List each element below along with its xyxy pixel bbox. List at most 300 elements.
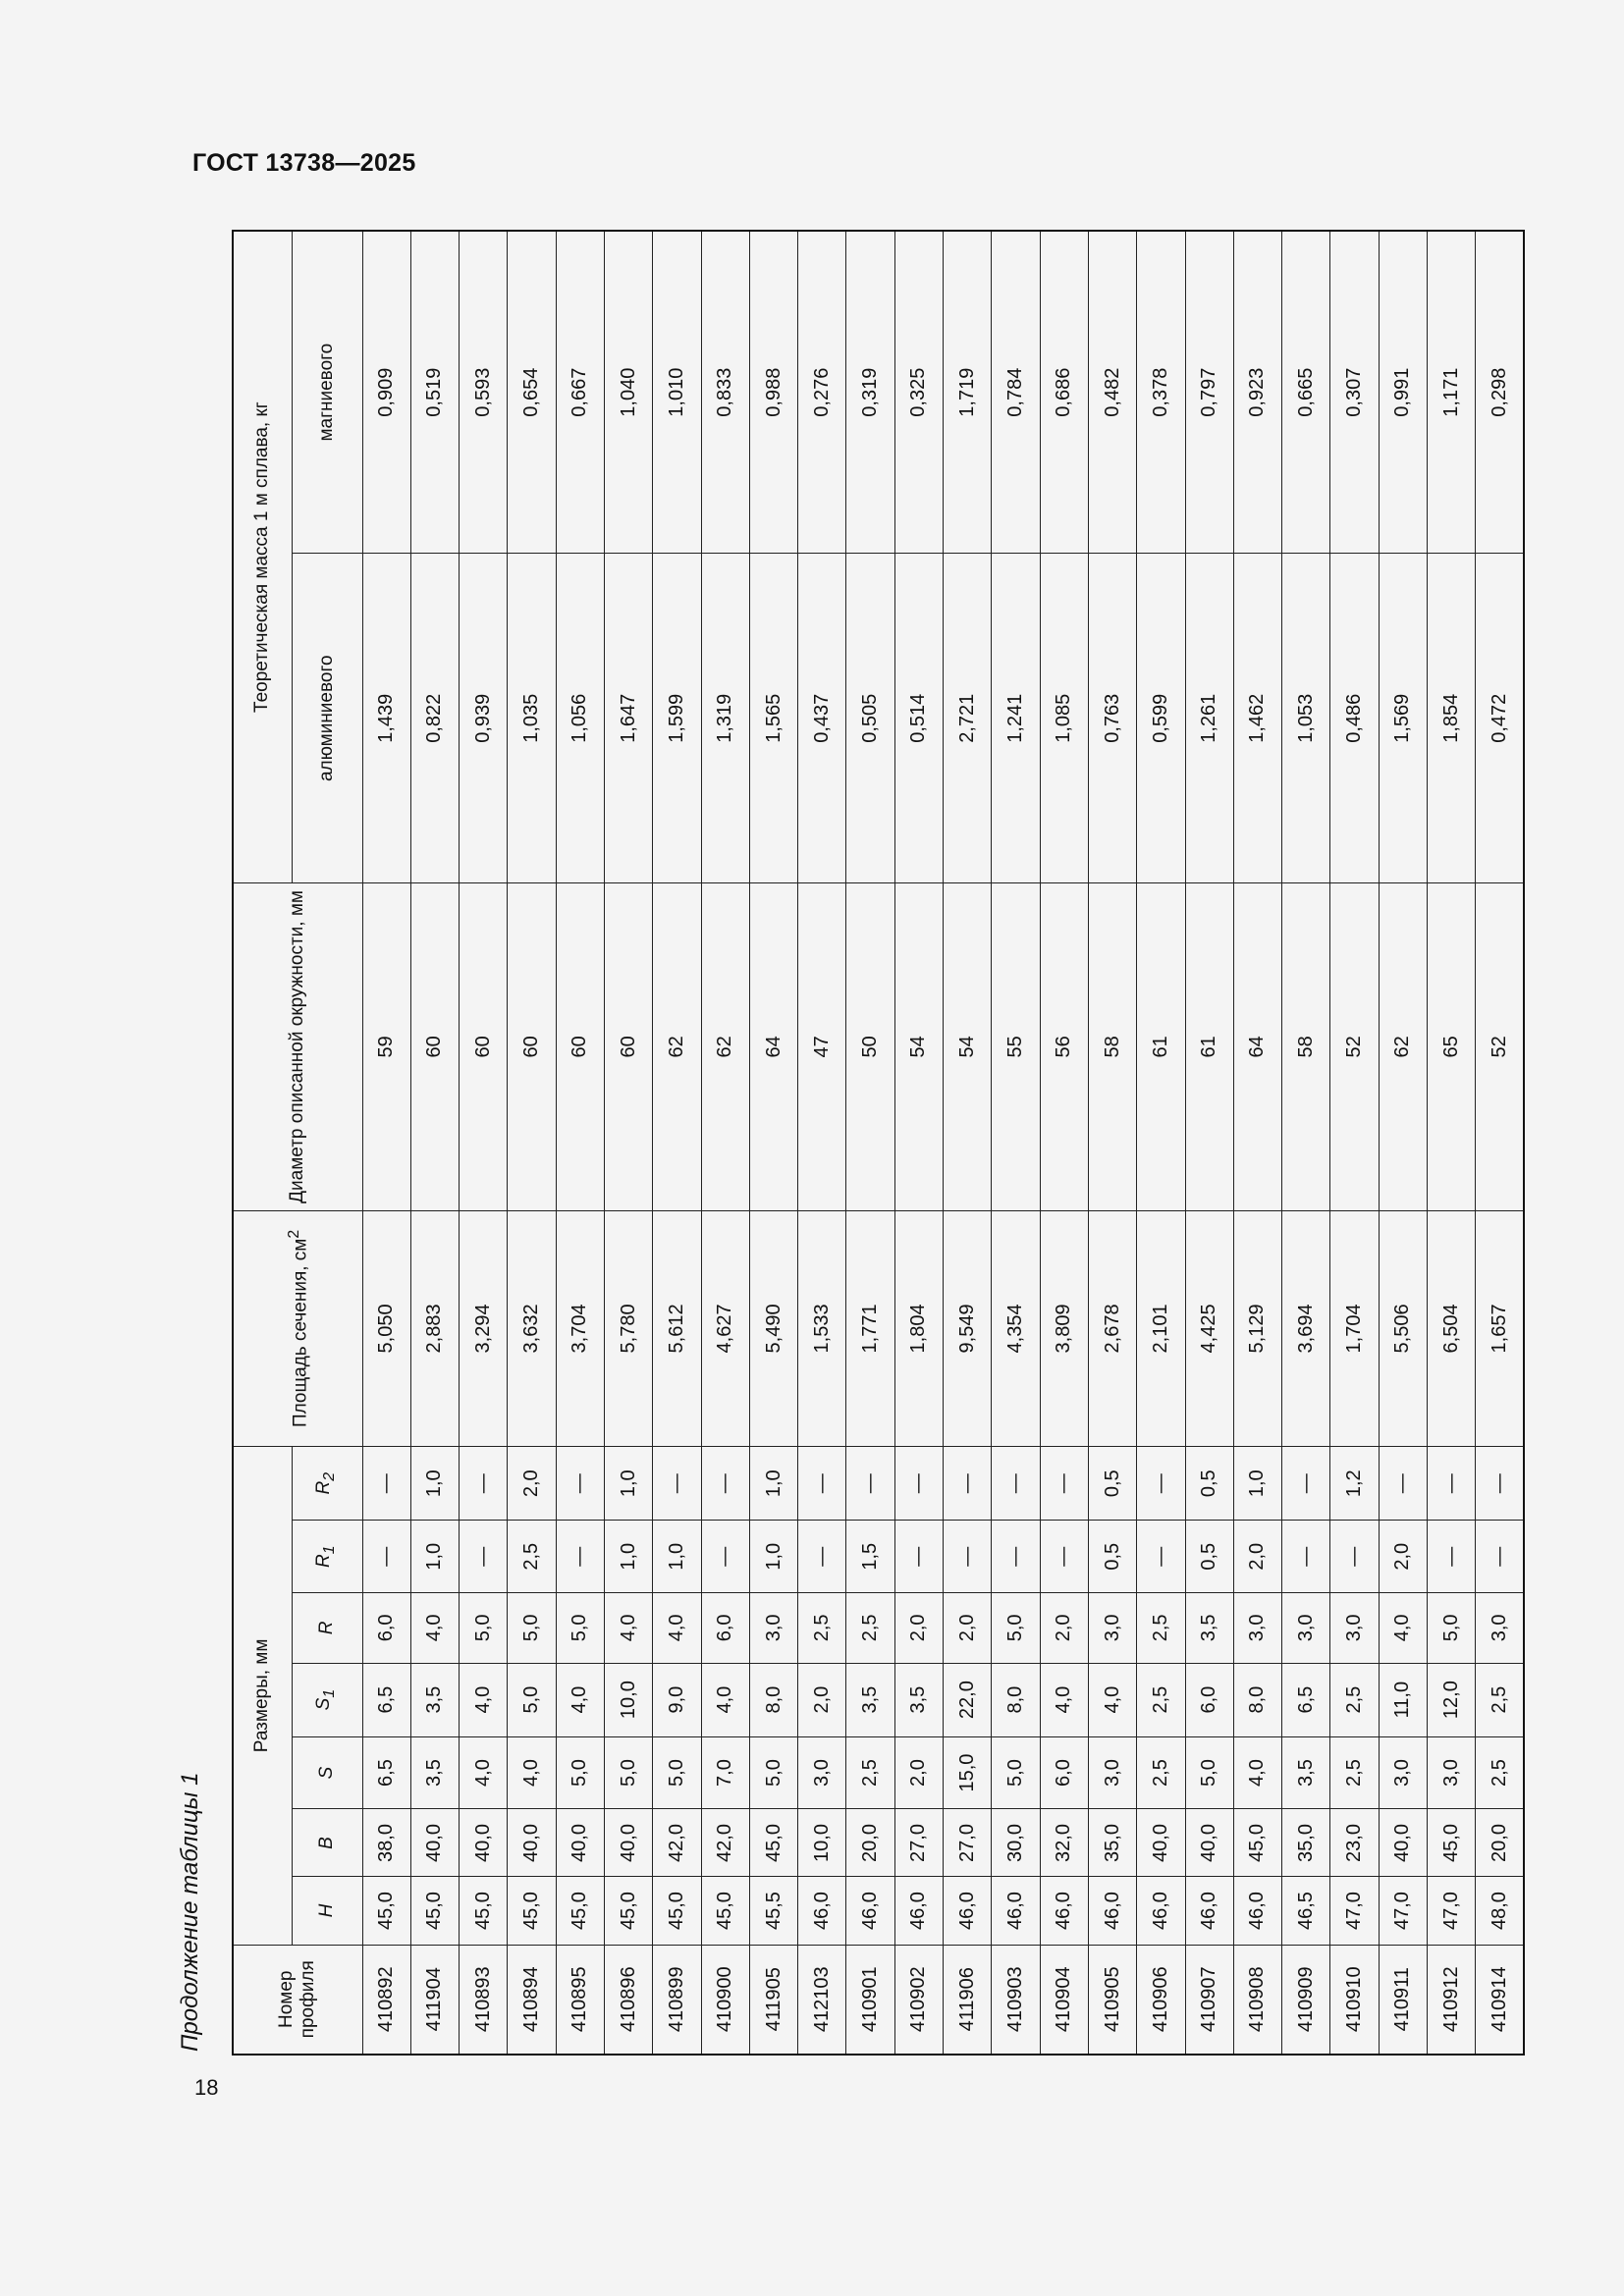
table-row — [508, 231, 556, 2055]
cell-mass-magnesium: 0,378 — [1137, 231, 1185, 554]
cell-r1: 1,0 — [604, 1521, 652, 1593]
table-row — [460, 231, 508, 2055]
cell-mass-magnesium: 0,686 — [1040, 231, 1088, 554]
cell-r2: — — [701, 1447, 749, 1521]
cell-profile-number: 410904 — [1040, 1945, 1088, 2055]
cell-section-area: 1,657 — [1476, 1210, 1524, 1447]
cell-section-area: 3,632 — [508, 1210, 556, 1447]
header-section-area — [233, 1210, 362, 1447]
cell-section-area: 4,354 — [992, 1210, 1040, 1447]
cell-s1: 8,0 — [749, 1663, 797, 1736]
cell-h: 46,0 — [1185, 1877, 1233, 1945]
cell-mass-aluminum: 1,241 — [992, 554, 1040, 883]
cell-r2: — — [1379, 1447, 1427, 1521]
cell-h: 46,0 — [992, 1877, 1040, 1945]
cell-s1: 2,5 — [1330, 1663, 1379, 1736]
cell-h: 46,0 — [798, 1877, 846, 1945]
cell-b: 40,0 — [460, 1809, 508, 1877]
cell-r2: — — [1040, 1447, 1088, 1521]
cell-section-area: 6,504 — [1428, 1210, 1476, 1447]
table-row — [701, 231, 749, 2055]
cell-r2: — — [556, 1447, 604, 1521]
cell-r1: — — [1040, 1521, 1088, 1593]
cell-h: 45,0 — [410, 1877, 459, 1945]
cell-r2: 2,0 — [508, 1447, 556, 1521]
cell-section-area: 9,549 — [944, 1210, 992, 1447]
cell-s: 7,0 — [701, 1736, 749, 1809]
cell-diameter: 62 — [653, 883, 701, 1210]
cell-s1: 6,0 — [1185, 1663, 1233, 1736]
header-profile-number: Номер профиля — [233, 1945, 362, 2055]
cell-h: 45,0 — [604, 1877, 652, 1945]
header-s1-letter: S — [313, 1697, 335, 1711]
cell-diameter: 64 — [1233, 883, 1281, 1210]
cell-profile-number: 410905 — [1088, 1945, 1136, 2055]
cell-s1: 2,5 — [1476, 1663, 1524, 1736]
cell-r1: 1,0 — [749, 1521, 797, 1593]
cell-mass-magnesium: 0,797 — [1185, 231, 1233, 554]
cell-b: 45,0 — [1233, 1809, 1281, 1877]
cell-mass-aluminum: 0,437 — [798, 554, 846, 883]
cell-r1: 0,5 — [1088, 1521, 1136, 1593]
cell-r1: 2,5 — [508, 1521, 556, 1593]
cell-mass-magnesium: 1,010 — [653, 231, 701, 554]
header-s1 — [292, 1663, 362, 1736]
cell-diameter: 52 — [1330, 883, 1379, 1210]
cell-s: 5,0 — [604, 1736, 652, 1809]
cell-h: 45,5 — [749, 1877, 797, 1945]
cell-r2: — — [1428, 1447, 1476, 1521]
cell-b: 10,0 — [798, 1809, 846, 1877]
cell-section-area: 2,101 — [1137, 1210, 1185, 1447]
cell-diameter: 55 — [992, 883, 1040, 1210]
cell-r1: — — [944, 1521, 992, 1593]
cell-profile-number: 411904 — [410, 1945, 459, 2055]
cell-r2: — — [846, 1447, 894, 1521]
table-row — [1137, 231, 1185, 2055]
cell-b: 42,0 — [653, 1809, 701, 1877]
cell-mass-aluminum: 0,514 — [894, 554, 943, 883]
cell-section-area: 5,506 — [1379, 1210, 1427, 1447]
cell-r: 5,0 — [1428, 1593, 1476, 1663]
cell-r2: 1,2 — [1330, 1447, 1379, 1521]
cell-mass-magnesium: 0,784 — [992, 231, 1040, 554]
table-row — [1282, 231, 1330, 2055]
cell-mass-magnesium: 1,171 — [1428, 231, 1476, 554]
cell-profile-number: 410901 — [846, 1945, 894, 2055]
cell-r2: — — [798, 1447, 846, 1521]
cell-h: 45,0 — [556, 1877, 604, 1945]
cell-r: 3,0 — [1282, 1593, 1330, 1663]
cell-r1: — — [362, 1521, 410, 1593]
cell-s1: 4,0 — [556, 1663, 604, 1736]
cell-s: 2,5 — [846, 1736, 894, 1809]
cell-profile-number: 410906 — [1137, 1945, 1185, 2055]
cell-b: 40,0 — [1137, 1809, 1185, 1877]
table-row — [1330, 231, 1379, 2055]
cell-mass-aluminum: 1,854 — [1428, 554, 1476, 883]
cell-s: 2,0 — [894, 1736, 943, 1809]
cell-mass-aluminum: 1,085 — [1040, 554, 1088, 883]
cell-mass-aluminum: 1,035 — [508, 554, 556, 883]
cell-r: 3,0 — [1233, 1593, 1281, 1663]
cell-section-area: 5,129 — [1233, 1210, 1281, 1447]
cell-profile-number: 410894 — [508, 1945, 556, 2055]
cell-r1: 1,0 — [410, 1521, 459, 1593]
cell-r2: — — [1476, 1447, 1524, 1521]
cell-r: 2,0 — [1040, 1593, 1088, 1663]
page-number: 18 — [194, 2075, 219, 2100]
cell-diameter: 62 — [701, 883, 749, 1210]
cell-r1: 2,0 — [1379, 1521, 1427, 1593]
cell-b: 40,0 — [556, 1809, 604, 1877]
cell-diameter: 59 — [362, 883, 410, 1210]
cell-b: 38,0 — [362, 1809, 410, 1877]
cell-s: 2,5 — [1476, 1736, 1524, 1809]
cell-r1: 1,0 — [653, 1521, 701, 1593]
cell-section-area: 3,704 — [556, 1210, 604, 1447]
cell-section-area: 5,050 — [362, 1210, 410, 1447]
cell-h: 47,0 — [1428, 1877, 1476, 1945]
cell-r1: — — [1282, 1521, 1330, 1593]
cell-mass-aluminum: 0,599 — [1137, 554, 1185, 883]
cell-mass-aluminum: 1,599 — [653, 554, 701, 883]
cell-s1: 3,5 — [846, 1663, 894, 1736]
cell-profile-number: 410909 — [1282, 1945, 1330, 2055]
cell-b: 42,0 — [701, 1809, 749, 1877]
cell-h: 45,0 — [362, 1877, 410, 1945]
cell-diameter: 62 — [1379, 883, 1427, 1210]
cell-r2: — — [362, 1447, 410, 1521]
header-s: S — [292, 1736, 362, 1809]
cell-profile-number: 410911 — [1379, 1945, 1427, 2055]
cell-diameter: 54 — [944, 883, 992, 1210]
cell-r: 3,0 — [749, 1593, 797, 1663]
cell-r: 3,0 — [1330, 1593, 1379, 1663]
cell-r1: 2,0 — [1233, 1521, 1281, 1593]
cell-b: 20,0 — [1476, 1809, 1524, 1877]
cell-s: 2,5 — [1330, 1736, 1379, 1809]
cell-profile-number: 412103 — [798, 1945, 846, 2055]
cell-b: 27,0 — [894, 1809, 943, 1877]
cell-mass-magnesium: 0,482 — [1088, 231, 1136, 554]
cell-r: 6,0 — [701, 1593, 749, 1663]
cell-r: 3,0 — [1476, 1593, 1524, 1663]
cell-s: 5,0 — [749, 1736, 797, 1809]
cell-mass-aluminum: 0,472 — [1476, 554, 1524, 883]
cell-r: 2,0 — [944, 1593, 992, 1663]
cell-section-area: 4,425 — [1185, 1210, 1233, 1447]
header-r2-letter: R — [313, 1480, 335, 1495]
cell-b: 32,0 — [1040, 1809, 1088, 1877]
cell-diameter: 54 — [894, 883, 943, 1210]
cell-h: 46,0 — [1233, 1877, 1281, 1945]
cell-profile-number: 410903 — [992, 1945, 1040, 2055]
cell-profile-number: 410895 — [556, 1945, 604, 2055]
cell-r1: — — [798, 1521, 846, 1593]
cell-mass-magnesium: 1,719 — [944, 231, 992, 554]
table-row — [1233, 231, 1281, 2055]
cell-diameter: 60 — [460, 883, 508, 1210]
header-magnesium: магниевого — [292, 231, 362, 554]
cell-s: 5,0 — [556, 1736, 604, 1809]
cell-diameter: 61 — [1185, 883, 1233, 1210]
cell-r1: — — [1428, 1521, 1476, 1593]
cell-b: 23,0 — [1330, 1809, 1379, 1877]
cell-profile-number: 410908 — [1233, 1945, 1281, 2055]
cell-s: 15,0 — [944, 1736, 992, 1809]
cell-r: 4,0 — [653, 1593, 701, 1663]
cell-diameter: 64 — [749, 883, 797, 1210]
cell-s: 6,5 — [362, 1736, 410, 1809]
cell-r2: — — [944, 1447, 992, 1521]
cell-b: 40,0 — [604, 1809, 652, 1877]
cell-s: 3,0 — [1379, 1736, 1427, 1809]
cell-b: 27,0 — [944, 1809, 992, 1877]
header-r1-letter: R — [313, 1554, 335, 1568]
cell-diameter: 56 — [1040, 883, 1088, 1210]
cell-diameter: 60 — [556, 883, 604, 1210]
header-r1-sub: 1 — [320, 1545, 338, 1555]
cell-h: 45,0 — [653, 1877, 701, 1945]
cell-mass-aluminum: 0,505 — [846, 554, 894, 883]
cell-profile-number: 411905 — [749, 1945, 797, 2055]
table-row — [556, 231, 604, 2055]
cell-r: 2,5 — [798, 1593, 846, 1663]
cell-r: 2,0 — [894, 1593, 943, 1663]
table-row — [992, 231, 1040, 2055]
cell-s1: 11,0 — [1379, 1663, 1427, 1736]
cell-mass-aluminum: 0,822 — [410, 554, 459, 883]
cell-b: 40,0 — [1185, 1809, 1233, 1877]
cell-r: 3,0 — [1088, 1593, 1136, 1663]
cell-r2: 1,0 — [749, 1447, 797, 1521]
table-row — [1428, 231, 1476, 2055]
cell-s: 3,0 — [1428, 1736, 1476, 1809]
cell-diameter: 50 — [846, 883, 894, 1210]
header-r1 — [292, 1521, 362, 1593]
cell-s: 6,0 — [1040, 1736, 1088, 1809]
profiles-table — [232, 230, 1525, 2056]
cell-b: 20,0 — [846, 1809, 894, 1877]
cell-mass-aluminum: 1,053 — [1282, 554, 1330, 883]
cell-r2: 1,0 — [1233, 1447, 1281, 1521]
cell-diameter: 65 — [1428, 883, 1476, 1210]
cell-s: 3,0 — [798, 1736, 846, 1809]
cell-r1: — — [1330, 1521, 1379, 1593]
cell-b: 45,0 — [1428, 1809, 1476, 1877]
cell-profile-number: 410893 — [460, 1945, 508, 2055]
cell-s1: 6,5 — [362, 1663, 410, 1736]
cell-section-area: 5,780 — [604, 1210, 652, 1447]
table-row — [944, 231, 992, 2055]
cell-section-area: 3,809 — [1040, 1210, 1088, 1447]
cell-s1: 2,5 — [1137, 1663, 1185, 1736]
cell-r: 5,0 — [992, 1593, 1040, 1663]
cell-r1: — — [992, 1521, 1040, 1593]
cell-mass-magnesium: 0,923 — [1233, 231, 1281, 554]
cell-h: 45,0 — [460, 1877, 508, 1945]
cell-r: 5,0 — [460, 1593, 508, 1663]
cell-s1: 3,5 — [410, 1663, 459, 1736]
cell-s1: 22,0 — [944, 1663, 992, 1736]
cell-diameter: 60 — [604, 883, 652, 1210]
cell-s1: 8,0 — [992, 1663, 1040, 1736]
cell-diameter: 47 — [798, 883, 846, 1210]
cell-diameter: 58 — [1282, 883, 1330, 1210]
cell-profile-number: 410900 — [701, 1945, 749, 2055]
cell-diameter: 58 — [1088, 883, 1136, 1210]
cell-s: 5,0 — [992, 1736, 1040, 1809]
table-row — [362, 231, 410, 2055]
cell-mass-magnesium: 0,298 — [1476, 231, 1524, 554]
cell-mass-magnesium: 0,593 — [460, 231, 508, 554]
cell-mass-magnesium: 0,325 — [894, 231, 943, 554]
cell-mass-aluminum: 2,721 — [944, 554, 992, 883]
table-row — [1476, 231, 1524, 2055]
cell-mass-magnesium: 0,519 — [410, 231, 459, 554]
cell-h: 47,0 — [1379, 1877, 1427, 1945]
cell-h: 45,0 — [508, 1877, 556, 1945]
cell-section-area: 1,704 — [1330, 1210, 1379, 1447]
cell-profile-number: 410910 — [1330, 1945, 1379, 2055]
cell-profile-number: 410914 — [1476, 1945, 1524, 2055]
header-h: H — [292, 1877, 362, 1945]
cell-r1: — — [894, 1521, 943, 1593]
cell-mass-aluminum: 1,462 — [1233, 554, 1281, 883]
cell-section-area: 5,612 — [653, 1210, 701, 1447]
cell-diameter: 60 — [508, 883, 556, 1210]
cell-h: 46,0 — [1088, 1877, 1136, 1945]
cell-mass-magnesium: 0,991 — [1379, 231, 1427, 554]
cell-mass-magnesium: 0,988 — [749, 231, 797, 554]
cell-r1: — — [556, 1521, 604, 1593]
cell-s: 2,5 — [1137, 1736, 1185, 1809]
cell-r: 2,5 — [846, 1593, 894, 1663]
cell-b: 35,0 — [1088, 1809, 1136, 1877]
cell-r1: 0,5 — [1185, 1521, 1233, 1593]
cell-r2: — — [460, 1447, 508, 1521]
cell-mass-aluminum: 0,939 — [460, 554, 508, 883]
cell-r2: 0,5 — [1088, 1447, 1136, 1521]
cell-mass-aluminum: 1,569 — [1379, 554, 1427, 883]
cell-r1: — — [1137, 1521, 1185, 1593]
header-circumscribed-diameter: Диаметр описанной окружности, мм — [233, 883, 362, 1210]
table-row — [894, 231, 943, 2055]
cell-section-area: 1,533 — [798, 1210, 846, 1447]
cell-s1: 9,0 — [653, 1663, 701, 1736]
cell-r2: — — [1282, 1447, 1330, 1521]
cell-section-area: 1,804 — [894, 1210, 943, 1447]
cell-b: 45,0 — [749, 1809, 797, 1877]
table-continuation-caption: Продолжение таблицы 1 — [177, 1772, 203, 2052]
cell-r: 6,0 — [362, 1593, 410, 1663]
cell-s: 5,0 — [653, 1736, 701, 1809]
cell-b: 40,0 — [1379, 1809, 1427, 1877]
cell-h: 48,0 — [1476, 1877, 1524, 1945]
cell-r2: — — [992, 1447, 1040, 1521]
cell-r: 4,0 — [410, 1593, 459, 1663]
cell-section-area: 3,294 — [460, 1210, 508, 1447]
cell-s: 3,0 — [1088, 1736, 1136, 1809]
header-r2 — [292, 1447, 362, 1521]
cell-r: 5,0 — [508, 1593, 556, 1663]
header-r2-sub: 2 — [320, 1471, 338, 1481]
cell-h: 46,0 — [894, 1877, 943, 1945]
cell-r2: — — [1137, 1447, 1185, 1521]
cell-r: 2,5 — [1137, 1593, 1185, 1663]
cell-section-area: 3,694 — [1282, 1210, 1330, 1447]
cell-s1: 2,0 — [798, 1663, 846, 1736]
cell-r1: — — [460, 1521, 508, 1593]
cell-profile-number: 410912 — [1428, 1945, 1476, 2055]
cell-h: 46,0 — [1040, 1877, 1088, 1945]
table-row — [410, 231, 459, 2055]
table-row — [1040, 231, 1088, 2055]
cell-r: 4,0 — [604, 1593, 652, 1663]
cell-s1: 4,0 — [460, 1663, 508, 1736]
cell-h: 47,0 — [1330, 1877, 1379, 1945]
cell-r2: 1,0 — [410, 1447, 459, 1521]
cell-mass-magnesium: 0,665 — [1282, 231, 1330, 554]
cell-mass-magnesium: 0,909 — [362, 231, 410, 554]
cell-r2: 0,5 — [1185, 1447, 1233, 1521]
cell-r2: 1,0 — [604, 1447, 652, 1521]
cell-diameter: 61 — [1137, 883, 1185, 1210]
cell-r2: — — [894, 1447, 943, 1521]
table-row — [1379, 231, 1427, 2055]
cell-section-area: 2,678 — [1088, 1210, 1136, 1447]
cell-s: 3,5 — [410, 1736, 459, 1809]
table-row — [604, 231, 652, 2055]
cell-s1: 4,0 — [701, 1663, 749, 1736]
cell-mass-magnesium: 0,307 — [1330, 231, 1379, 554]
cell-r2: — — [653, 1447, 701, 1521]
cell-r: 3,5 — [1185, 1593, 1233, 1663]
cell-b: 35,0 — [1282, 1809, 1330, 1877]
cell-mass-aluminum: 1,261 — [1185, 554, 1233, 883]
cell-s1: 5,0 — [508, 1663, 556, 1736]
table-row — [749, 231, 797, 2055]
cell-mass-magnesium: 0,319 — [846, 231, 894, 554]
table-row — [846, 231, 894, 2055]
table-container — [232, 230, 1510, 2056]
cell-mass-aluminum: 1,647 — [604, 554, 652, 883]
cell-h: 46,0 — [1137, 1877, 1185, 1945]
cell-profile-number: 411906 — [944, 1945, 992, 2055]
table-row — [653, 231, 701, 2055]
cell-profile-number: 410907 — [1185, 1945, 1233, 2055]
cell-b: 40,0 — [508, 1809, 556, 1877]
document-header: ГОСТ 13738—2025 — [192, 149, 416, 177]
cell-s1: 10,0 — [604, 1663, 652, 1736]
cell-mass-magnesium: 0,654 — [508, 231, 556, 554]
cell-s: 4,0 — [508, 1736, 556, 1809]
cell-r1: — — [1476, 1521, 1524, 1593]
cell-s: 3,5 — [1282, 1736, 1330, 1809]
cell-h: 45,0 — [701, 1877, 749, 1945]
table-row — [1185, 231, 1233, 2055]
cell-s1: 4,0 — [1040, 1663, 1088, 1736]
cell-mass-aluminum: 0,763 — [1088, 554, 1136, 883]
cell-mass-aluminum: 1,319 — [701, 554, 749, 883]
cell-mass-magnesium: 0,276 — [798, 231, 846, 554]
cell-mass-magnesium: 0,833 — [701, 231, 749, 554]
cell-section-area: 1,771 — [846, 1210, 894, 1447]
cell-diameter: 52 — [1476, 883, 1524, 1210]
cell-profile-number: 410902 — [894, 1945, 943, 2055]
cell-mass-aluminum: 1,565 — [749, 554, 797, 883]
